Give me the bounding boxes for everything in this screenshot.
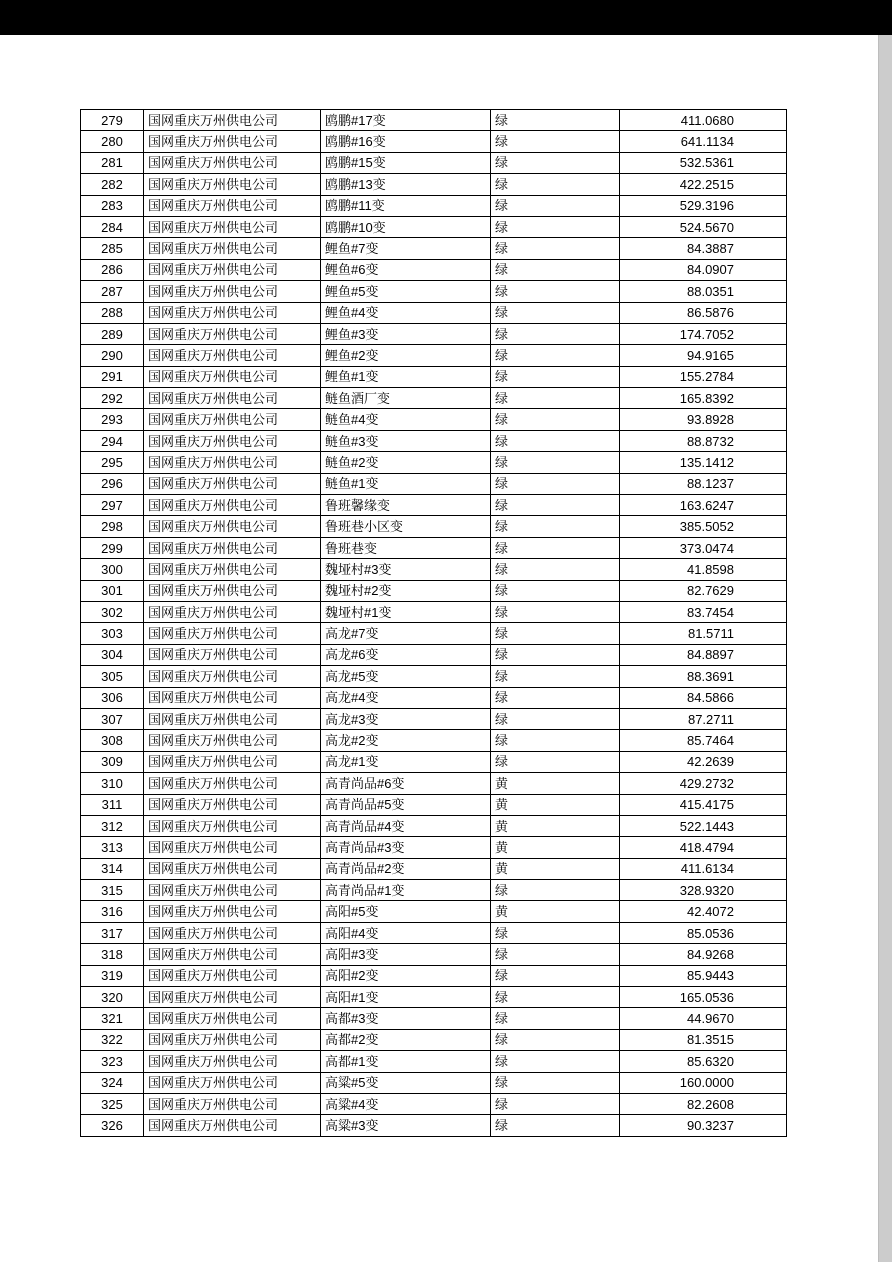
cell-row-number: 293 [81, 409, 144, 430]
cell-row-number: 286 [81, 259, 144, 280]
table-row [81, 837, 787, 858]
cell-row-number: 320 [81, 987, 144, 1008]
top-bar [0, 0, 892, 35]
cell-status: 绿 [491, 259, 620, 280]
cell-status: 绿 [491, 345, 620, 366]
cell-row-number: 326 [81, 1115, 144, 1136]
cell-company: 国网重庆万州供电公司 [144, 174, 321, 195]
cell-status: 绿 [491, 174, 620, 195]
table-row [81, 409, 787, 430]
cell-station: 高都#1变 [321, 1051, 491, 1072]
cell-status: 绿 [491, 559, 620, 580]
cell-station: 鸥鹏#17变 [321, 110, 491, 131]
cell-station: 高阳#1变 [321, 987, 491, 1008]
cell-status: 绿 [491, 216, 620, 237]
cell-row-number: 302 [81, 601, 144, 622]
table-row [81, 152, 787, 173]
cell-value: 42.4072 [620, 901, 787, 922]
table-row [81, 901, 787, 922]
cell-value: 81.5711 [620, 623, 787, 644]
cell-status: 绿 [491, 388, 620, 409]
cell-station: 高阳#4变 [321, 922, 491, 943]
table-row [81, 559, 787, 580]
cell-value: 93.8928 [620, 409, 787, 430]
cell-station: 鲁班巷变 [321, 537, 491, 558]
cell-station: 鲢鱼#4变 [321, 409, 491, 430]
cell-status: 绿 [491, 366, 620, 387]
cell-row-number: 311 [81, 794, 144, 815]
cell-row-number: 283 [81, 195, 144, 216]
cell-status: 绿 [491, 430, 620, 451]
table-row [81, 473, 787, 494]
cell-row-number: 323 [81, 1051, 144, 1072]
cell-company: 国网重庆万州供电公司 [144, 409, 321, 430]
table-row [81, 195, 787, 216]
cell-status: 绿 [491, 880, 620, 901]
cell-value: 160.0000 [620, 1072, 787, 1093]
cell-row-number: 296 [81, 473, 144, 494]
cell-company: 国网重庆万州供电公司 [144, 259, 321, 280]
table-row [81, 216, 787, 237]
cell-station: 鸥鹏#13变 [321, 174, 491, 195]
cell-status: 绿 [491, 1051, 620, 1072]
cell-company: 国网重庆万州供电公司 [144, 1008, 321, 1029]
cell-value: 418.4794 [620, 837, 787, 858]
table-row [81, 965, 787, 986]
cell-station: 高粱#3变 [321, 1115, 491, 1136]
cell-status: 绿 [491, 110, 620, 131]
cell-station: 高青尚品#6变 [321, 773, 491, 794]
cell-station: 高龙#3变 [321, 708, 491, 729]
cell-row-number: 291 [81, 366, 144, 387]
cell-status: 绿 [491, 644, 620, 665]
cell-station: 高龙#5变 [321, 666, 491, 687]
cell-row-number: 299 [81, 537, 144, 558]
cell-station: 鸥鹏#11变 [321, 195, 491, 216]
cell-row-number: 282 [81, 174, 144, 195]
cell-status: 绿 [491, 730, 620, 751]
cell-status: 绿 [491, 152, 620, 173]
cell-company: 国网重庆万州供电公司 [144, 987, 321, 1008]
cell-station: 魏垭村#1变 [321, 601, 491, 622]
cell-status: 绿 [491, 131, 620, 152]
cell-status: 绿 [491, 987, 620, 1008]
cell-station: 鸥鹏#10变 [321, 216, 491, 237]
cell-status: 绿 [491, 195, 620, 216]
cell-status: 绿 [491, 1008, 620, 1029]
cell-row-number: 284 [81, 216, 144, 237]
table-row [81, 259, 787, 280]
cell-station: 高龙#7变 [321, 623, 491, 644]
cell-value: 328.9320 [620, 880, 787, 901]
cell-value: 429.2732 [620, 773, 787, 794]
cell-status: 绿 [491, 323, 620, 344]
cell-value: 529.3196 [620, 195, 787, 216]
cell-company: 国网重庆万州供电公司 [144, 516, 321, 537]
cell-value: 84.0907 [620, 259, 787, 280]
table-row [81, 537, 787, 558]
table-body [81, 110, 787, 1137]
cell-status: 黄 [491, 858, 620, 879]
cell-row-number: 310 [81, 773, 144, 794]
cell-value: 415.4175 [620, 794, 787, 815]
cell-row-number: 307 [81, 708, 144, 729]
cell-station: 高粱#4变 [321, 1093, 491, 1114]
cell-company: 国网重庆万州供电公司 [144, 1093, 321, 1114]
table-row [81, 858, 787, 879]
table-row [81, 131, 787, 152]
cell-station: 高青尚品#5变 [321, 794, 491, 815]
cell-station: 鲤鱼#7变 [321, 238, 491, 259]
table-row [81, 1008, 787, 1029]
cell-value: 85.0536 [620, 922, 787, 943]
cell-station: 魏垭村#3变 [321, 559, 491, 580]
cell-status: 绿 [491, 965, 620, 986]
cell-value: 41.8598 [620, 559, 787, 580]
cell-company: 国网重庆万州供电公司 [144, 452, 321, 473]
table-row [81, 281, 787, 302]
cell-status: 黄 [491, 837, 620, 858]
cell-value: 88.1237 [620, 473, 787, 494]
cell-value: 532.5361 [620, 152, 787, 173]
cell-row-number: 288 [81, 302, 144, 323]
cell-value: 88.3691 [620, 666, 787, 687]
cell-value: 524.5670 [620, 216, 787, 237]
cell-station: 高青尚品#2变 [321, 858, 491, 879]
cell-station: 鲤鱼#1变 [321, 366, 491, 387]
cell-station: 高龙#1变 [321, 751, 491, 772]
cell-station: 鲤鱼#5变 [321, 281, 491, 302]
cell-status: 绿 [491, 623, 620, 644]
cell-row-number: 316 [81, 901, 144, 922]
cell-row-number: 321 [81, 1008, 144, 1029]
table-row [81, 516, 787, 537]
cell-station: 魏垭村#2变 [321, 580, 491, 601]
cell-company: 国网重庆万州供电公司 [144, 815, 321, 836]
cell-company: 国网重庆万州供电公司 [144, 345, 321, 366]
cell-company: 国网重庆万州供电公司 [144, 644, 321, 665]
cell-company: 国网重庆万州供电公司 [144, 152, 321, 173]
cell-row-number: 315 [81, 880, 144, 901]
table-row [81, 644, 787, 665]
cell-row-number: 305 [81, 666, 144, 687]
cell-status: 绿 [491, 495, 620, 516]
table-row [81, 922, 787, 943]
table-row [81, 174, 787, 195]
cell-station: 高龙#4变 [321, 687, 491, 708]
cell-value: 84.5866 [620, 687, 787, 708]
table-row [81, 495, 787, 516]
cell-value: 163.6247 [620, 495, 787, 516]
cell-value: 85.7464 [620, 730, 787, 751]
table-row [81, 238, 787, 259]
cell-row-number: 298 [81, 516, 144, 537]
table-row [81, 687, 787, 708]
cell-value: 85.9443 [620, 965, 787, 986]
cell-company: 国网重庆万州供电公司 [144, 216, 321, 237]
cell-station: 鲤鱼#3变 [321, 323, 491, 344]
cell-row-number: 281 [81, 152, 144, 173]
cell-company: 国网重庆万州供电公司 [144, 880, 321, 901]
cell-company: 国网重庆万州供电公司 [144, 730, 321, 751]
cell-company: 国网重庆万州供电公司 [144, 687, 321, 708]
table-row [81, 110, 787, 131]
table-row [81, 773, 787, 794]
cell-status: 绿 [491, 1029, 620, 1050]
cell-station: 鲤鱼#4变 [321, 302, 491, 323]
table-row [81, 452, 787, 473]
table-row [81, 944, 787, 965]
cell-station: 高粱#5变 [321, 1072, 491, 1093]
cell-station: 鲢鱼#1变 [321, 473, 491, 494]
cell-row-number: 280 [81, 131, 144, 152]
cell-company: 国网重庆万州供电公司 [144, 110, 321, 131]
table-row [81, 388, 787, 409]
table-row [81, 580, 787, 601]
cell-row-number: 290 [81, 345, 144, 366]
cell-status: 绿 [491, 302, 620, 323]
cell-company: 国网重庆万州供电公司 [144, 238, 321, 259]
cell-status: 绿 [491, 751, 620, 772]
cell-company: 国网重庆万州供电公司 [144, 281, 321, 302]
table-row [81, 987, 787, 1008]
cell-status: 绿 [491, 601, 620, 622]
cell-row-number: 300 [81, 559, 144, 580]
cell-value: 81.3515 [620, 1029, 787, 1050]
cell-value: 82.7629 [620, 580, 787, 601]
cell-status: 绿 [491, 944, 620, 965]
cell-row-number: 309 [81, 751, 144, 772]
cell-station: 鸥鹏#15变 [321, 152, 491, 173]
table-row [81, 815, 787, 836]
cell-company: 国网重庆万州供电公司 [144, 666, 321, 687]
cell-value: 385.5052 [620, 516, 787, 537]
cell-station: 鲢鱼酒厂变 [321, 388, 491, 409]
cell-value: 373.0474 [620, 537, 787, 558]
cell-company: 国网重庆万州供电公司 [144, 751, 321, 772]
cell-company: 国网重庆万州供电公司 [144, 473, 321, 494]
cell-status: 绿 [491, 687, 620, 708]
cell-company: 国网重庆万州供电公司 [144, 388, 321, 409]
cell-station: 鲤鱼#2变 [321, 345, 491, 366]
table-row [81, 666, 787, 687]
cell-station: 高都#2变 [321, 1029, 491, 1050]
cell-station: 高都#3变 [321, 1008, 491, 1029]
cell-station: 高青尚品#1变 [321, 880, 491, 901]
table-row [81, 1072, 787, 1093]
cell-value: 522.1443 [620, 815, 787, 836]
cell-value: 85.6320 [620, 1051, 787, 1072]
cell-row-number: 318 [81, 944, 144, 965]
cell-company: 国网重庆万州供电公司 [144, 195, 321, 216]
table-row [81, 1115, 787, 1136]
cell-row-number: 292 [81, 388, 144, 409]
cell-station: 高阳#3变 [321, 944, 491, 965]
cell-value: 641.1134 [620, 131, 787, 152]
cell-company: 国网重庆万州供电公司 [144, 302, 321, 323]
cell-value: 411.0680 [620, 110, 787, 131]
cell-company: 国网重庆万州供电公司 [144, 430, 321, 451]
cell-company: 国网重庆万州供电公司 [144, 323, 321, 344]
cell-status: 绿 [491, 1093, 620, 1114]
cell-value: 88.8732 [620, 430, 787, 451]
cell-row-number: 312 [81, 815, 144, 836]
cell-station: 高龙#2变 [321, 730, 491, 751]
table-row [81, 880, 787, 901]
cell-value: 87.2711 [620, 708, 787, 729]
cell-company: 国网重庆万州供电公司 [144, 623, 321, 644]
cell-company: 国网重庆万州供电公司 [144, 1072, 321, 1093]
cell-company: 国网重庆万州供电公司 [144, 131, 321, 152]
cell-status: 绿 [491, 537, 620, 558]
cell-status: 绿 [491, 1072, 620, 1093]
cell-station: 高青尚品#4变 [321, 815, 491, 836]
cell-status: 绿 [491, 452, 620, 473]
cell-station: 高青尚品#3变 [321, 837, 491, 858]
cell-company: 国网重庆万州供电公司 [144, 1029, 321, 1050]
cell-value: 165.0536 [620, 987, 787, 1008]
table-row [81, 1051, 787, 1072]
cell-status: 绿 [491, 238, 620, 259]
cell-value: 94.9165 [620, 345, 787, 366]
cell-station: 鲢鱼#3变 [321, 430, 491, 451]
sheet-table [80, 109, 787, 1137]
cell-row-number: 279 [81, 110, 144, 131]
cell-value: 84.8897 [620, 644, 787, 665]
cell-value: 88.0351 [620, 281, 787, 302]
cell-row-number: 295 [81, 452, 144, 473]
cell-row-number: 322 [81, 1029, 144, 1050]
cell-row-number: 285 [81, 238, 144, 259]
cell-row-number: 289 [81, 323, 144, 344]
cell-value: 84.3887 [620, 238, 787, 259]
cell-status: 绿 [491, 922, 620, 943]
table-row [81, 1029, 787, 1050]
cell-station: 鲁班巷小区变 [321, 516, 491, 537]
cell-row-number: 301 [81, 580, 144, 601]
cell-station: 高龙#6变 [321, 644, 491, 665]
cell-status: 黄 [491, 901, 620, 922]
cell-company: 国网重庆万州供电公司 [144, 708, 321, 729]
cell-value: 44.9670 [620, 1008, 787, 1029]
cell-status: 黄 [491, 794, 620, 815]
cell-company: 国网重庆万州供电公司 [144, 559, 321, 580]
cell-status: 绿 [491, 473, 620, 494]
cell-station: 鲁班馨缘变 [321, 495, 491, 516]
cell-status: 绿 [491, 281, 620, 302]
table-row [81, 730, 787, 751]
cell-company: 国网重庆万州供电公司 [144, 537, 321, 558]
cell-row-number: 317 [81, 922, 144, 943]
cell-station: 高阳#5变 [321, 901, 491, 922]
cell-value: 90.3237 [620, 1115, 787, 1136]
cell-status: 黄 [491, 773, 620, 794]
cell-station: 鲢鱼#2变 [321, 452, 491, 473]
table-row [81, 366, 787, 387]
cell-value: 135.1412 [620, 452, 787, 473]
cell-value: 165.8392 [620, 388, 787, 409]
cell-row-number: 314 [81, 858, 144, 879]
cell-row-number: 287 [81, 281, 144, 302]
cell-company: 国网重庆万州供电公司 [144, 580, 321, 601]
cell-value: 83.7454 [620, 601, 787, 622]
cell-station: 鸥鹏#16变 [321, 131, 491, 152]
cell-status: 绿 [491, 666, 620, 687]
cell-company: 国网重庆万州供电公司 [144, 944, 321, 965]
cell-value: 422.2515 [620, 174, 787, 195]
cell-value: 82.2608 [620, 1093, 787, 1114]
table-row [81, 323, 787, 344]
cell-value: 42.2639 [620, 751, 787, 772]
cell-company: 国网重庆万州供电公司 [144, 773, 321, 794]
cell-status: 绿 [491, 409, 620, 430]
table-row [81, 794, 787, 815]
cell-company: 国网重庆万州供电公司 [144, 965, 321, 986]
cell-row-number: 308 [81, 730, 144, 751]
cell-value: 174.7052 [620, 323, 787, 344]
cell-row-number: 325 [81, 1093, 144, 1114]
cell-row-number: 306 [81, 687, 144, 708]
cell-row-number: 297 [81, 495, 144, 516]
cell-status: 绿 [491, 1115, 620, 1136]
cell-status: 绿 [491, 580, 620, 601]
cell-value: 84.9268 [620, 944, 787, 965]
cell-company: 国网重庆万州供电公司 [144, 1051, 321, 1072]
cell-status: 黄 [491, 815, 620, 836]
cell-company: 国网重庆万州供电公司 [144, 495, 321, 516]
scrollbar[interactable] [878, 35, 892, 1262]
cell-status: 绿 [491, 708, 620, 729]
table-row [81, 601, 787, 622]
cell-company: 国网重庆万州供电公司 [144, 922, 321, 943]
cell-company: 国网重庆万州供电公司 [144, 837, 321, 858]
table-row [81, 708, 787, 729]
cell-status: 绿 [491, 516, 620, 537]
cell-company: 国网重庆万州供电公司 [144, 794, 321, 815]
cell-station: 高阳#2变 [321, 965, 491, 986]
cell-value: 86.5876 [620, 302, 787, 323]
table-row [81, 430, 787, 451]
cell-company: 国网重庆万州供电公司 [144, 601, 321, 622]
cell-company: 国网重庆万州供电公司 [144, 1115, 321, 1136]
cell-row-number: 313 [81, 837, 144, 858]
cell-row-number: 324 [81, 1072, 144, 1093]
cell-row-number: 303 [81, 623, 144, 644]
cell-row-number: 304 [81, 644, 144, 665]
table-row [81, 623, 787, 644]
cell-company: 国网重庆万州供电公司 [144, 901, 321, 922]
table-row [81, 302, 787, 323]
cell-row-number: 319 [81, 965, 144, 986]
cell-value: 411.6134 [620, 858, 787, 879]
table-row [81, 345, 787, 366]
cell-station: 鲤鱼#6变 [321, 259, 491, 280]
cell-row-number: 294 [81, 430, 144, 451]
cell-company: 国网重庆万州供电公司 [144, 366, 321, 387]
cell-value: 155.2784 [620, 366, 787, 387]
table-row [81, 1093, 787, 1114]
table-row [81, 751, 787, 772]
cell-company: 国网重庆万州供电公司 [144, 858, 321, 879]
